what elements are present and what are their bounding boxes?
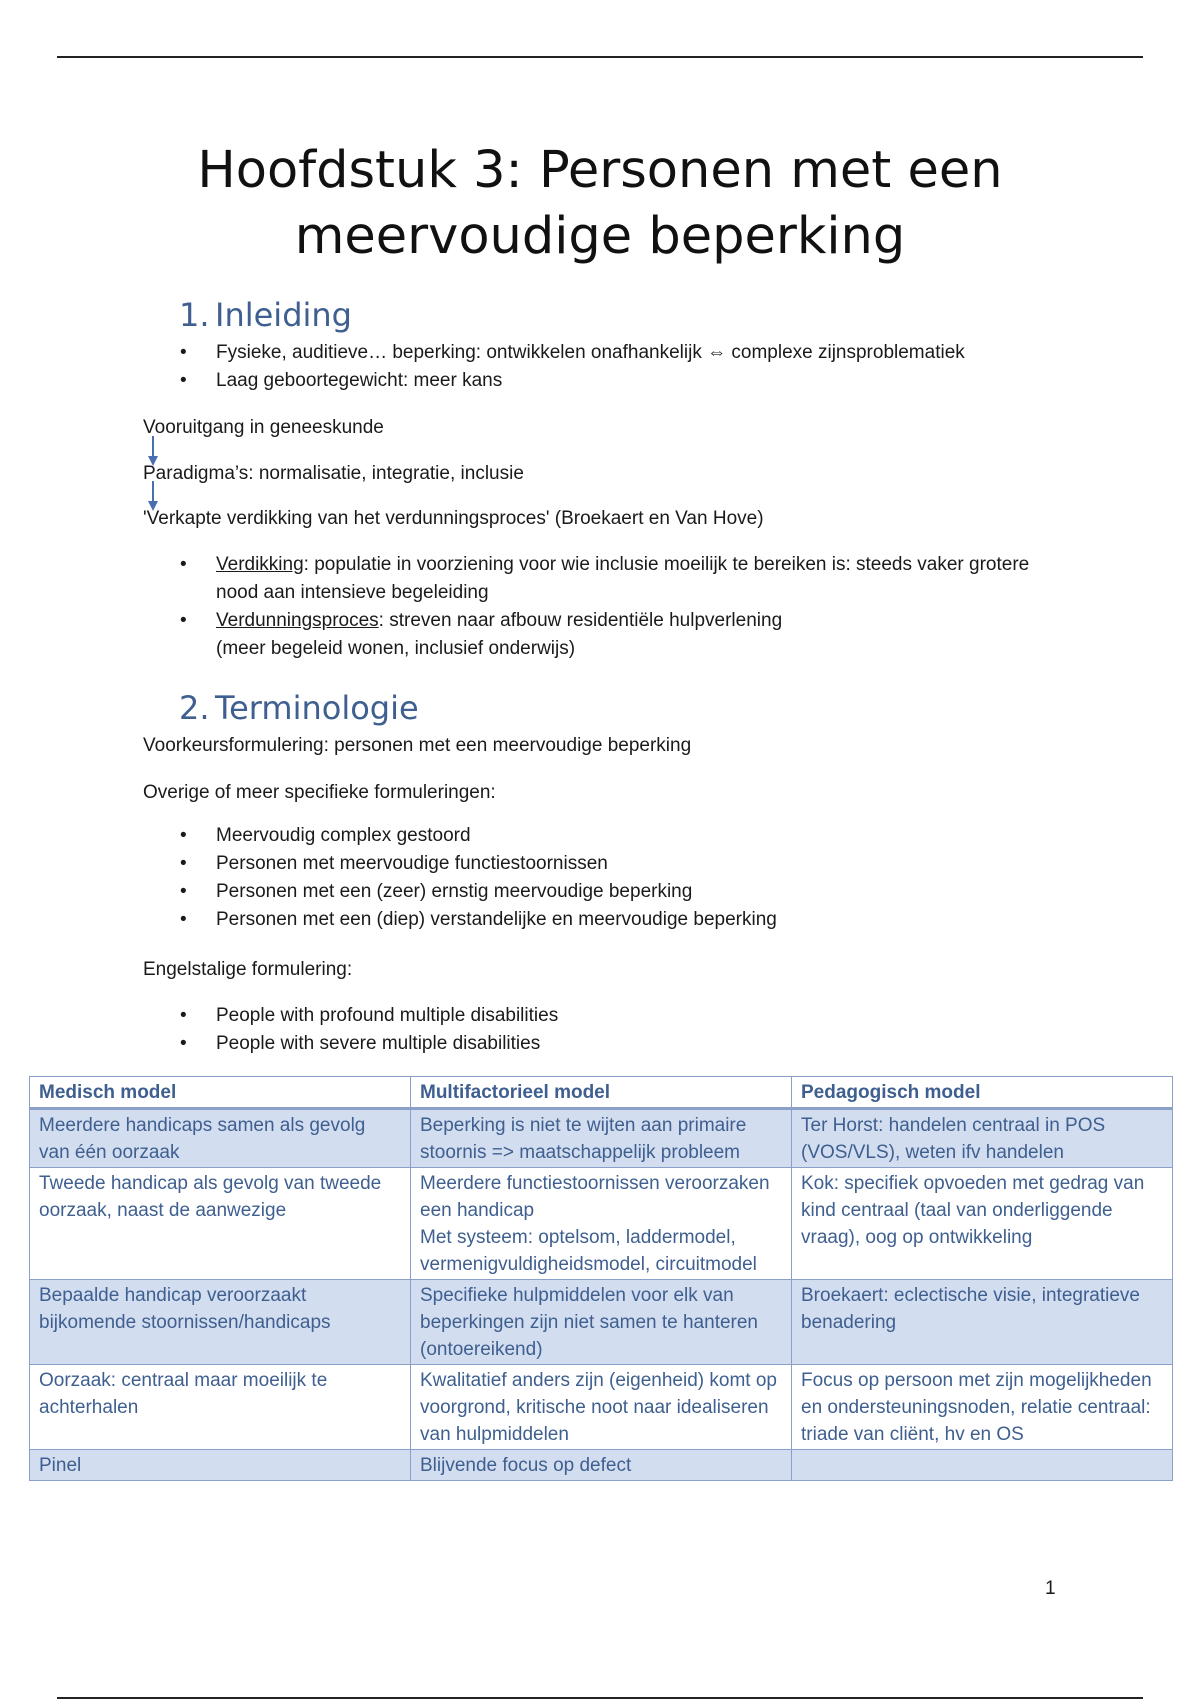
table-row <box>30 1109 1173 1168</box>
definition: : populatie in voorziening voor wie inclusie moeilijk te bereiken is: steeds vaker grotere nood aan intensieve begeleiding <box>216 554 1030 603</box>
section-title: Inleiding <box>215 296 352 334</box>
list-item <box>0 551 1036 607</box>
table-header-row <box>30 1077 1173 1109</box>
preferred-term: Voorkeursformulering: personen met een meervoudige beperking <box>143 735 692 756</box>
definition-list <box>0 551 1036 663</box>
table-cell: Pinel <box>30 1450 411 1481</box>
cell-line: Met systeem: optelsom, laddermodel, vermenigvuldigheidsmodel, circuitmodel <box>420 1227 757 1275</box>
term: Verdunningsproces <box>216 610 379 631</box>
list-item: • Personen met een (zeer) ernstig meervoudige beperking <box>0 878 1036 906</box>
table-cell: Kwalitatief anders zijn (eigenheid) komt op voorgrond, kritische noot naar idealiseren van hulpmiddelen <box>411 1365 792 1450</box>
section-heading-terminologie <box>179 688 419 728</box>
table-cell <box>792 1450 1173 1481</box>
table-cell: Kok: specifiek opvoeden met gedrag van kind centraal (taal van onderliggende vraag), oog op ontwikkeling <box>792 1168 1173 1280</box>
chain-step-1: Vooruitgang in geneeskunde <box>143 417 384 438</box>
term: Verdikking <box>216 554 304 575</box>
list-item: • Personen met meervoudige functiestoornissen <box>0 850 1036 878</box>
header-multifactorieel: Multifactorieel model <box>411 1077 792 1109</box>
list-item <box>0 607 1036 663</box>
table-cell: Ter Horst: handelen centraal in POS (VOS/VLS), weten ifv handelen <box>792 1109 1173 1168</box>
list-item: • Laag geboortegewicht: meer kans <box>0 367 1036 395</box>
list-item: • Fysieke, auditieve… beperking: ontwikkelen onafhankelijk ⇔ complexe zijnsproblematiek <box>0 339 1036 367</box>
table-cell: Specifieke hulpmiddelen voor elk van beperkingen zijn niet samen te hanteren (ontoereikend) <box>411 1280 792 1365</box>
table-cell: Broekaert: eclectische visie, integratieve benadering <box>792 1280 1173 1365</box>
header-medisch: Medisch model <box>30 1077 411 1109</box>
table-row <box>30 1450 1173 1481</box>
chain-step-3: 'Verkapte verdikking van het verdunningsproces' (Broekaert en Van Hove) <box>143 508 764 529</box>
page-number: 1 <box>1045 1578 1056 1599</box>
section-title: Terminologie <box>215 689 419 727</box>
list-item: • Personen met een (diep) verstandelijke en meervoudige beperking <box>0 906 1036 934</box>
other-terms-list <box>0 822 1036 934</box>
other-terms-intro: Overige of meer specifieke formuleringen: <box>143 782 496 803</box>
table-cell: Blijvende focus op defect <box>411 1450 792 1481</box>
page-title: Hoofdstuk 3: Personen met een meervoudige beperking <box>197 141 1003 266</box>
section-number: 2. <box>179 689 210 727</box>
table-cell: Focus op persoon met zijn mogelijkheden en ondersteuningsnoden, relatie centraal: triade van cliënt, hv en OS <box>792 1365 1173 1450</box>
definition-continued: (meer begeleid wonen, inclusief onderwijs) <box>216 638 576 659</box>
table-cell: Beperking is niet te wijten aan primaire stoornis => maatschappelijk probleem <box>411 1109 792 1168</box>
table-cell: Oorzaak: centraal maar moeilijk te achterhalen <box>30 1365 411 1450</box>
footer-rule <box>57 1697 1143 1699</box>
table-cell: Meerdere handicaps samen als gevolg van één oorzaak <box>30 1109 411 1168</box>
table-cell: Bepaalde handicap veroorzaakt bijkomende stoornissen/handicaps <box>30 1280 411 1365</box>
header-rule <box>57 56 1143 58</box>
table-cell: Tweede handicap als gevolg van tweede oorzaak, naast de aanwezige <box>30 1168 411 1280</box>
table-row <box>30 1280 1173 1365</box>
list-item: • Meervoudig complex gestoord <box>0 822 1036 850</box>
english-terms-list <box>0 1002 1036 1058</box>
definition: : streven naar afbouw residentiële hulpverlening <box>378 610 783 631</box>
list-item: • People with severe multiple disabilities <box>0 1030 1036 1058</box>
english-terms-intro: Engelstalige formulering: <box>143 959 353 980</box>
section-number: 1. <box>179 296 210 334</box>
table-cell <box>411 1168 792 1280</box>
section-heading-inleiding <box>179 295 352 335</box>
table-row <box>30 1168 1173 1280</box>
chain-step-2: Paradigma’s: normalisatie, integratie, inclusie <box>143 463 524 484</box>
table-row <box>30 1365 1173 1450</box>
list-item: • People with profound multiple disabilities <box>0 1002 1036 1030</box>
header-pedagogisch: Pedagogisch model <box>792 1077 1173 1109</box>
cell-line: Meerdere functiestoornissen veroorzaken een handicap <box>420 1173 770 1221</box>
intro-bullet-list <box>0 339 1036 395</box>
models-table <box>29 1076 1173 1481</box>
